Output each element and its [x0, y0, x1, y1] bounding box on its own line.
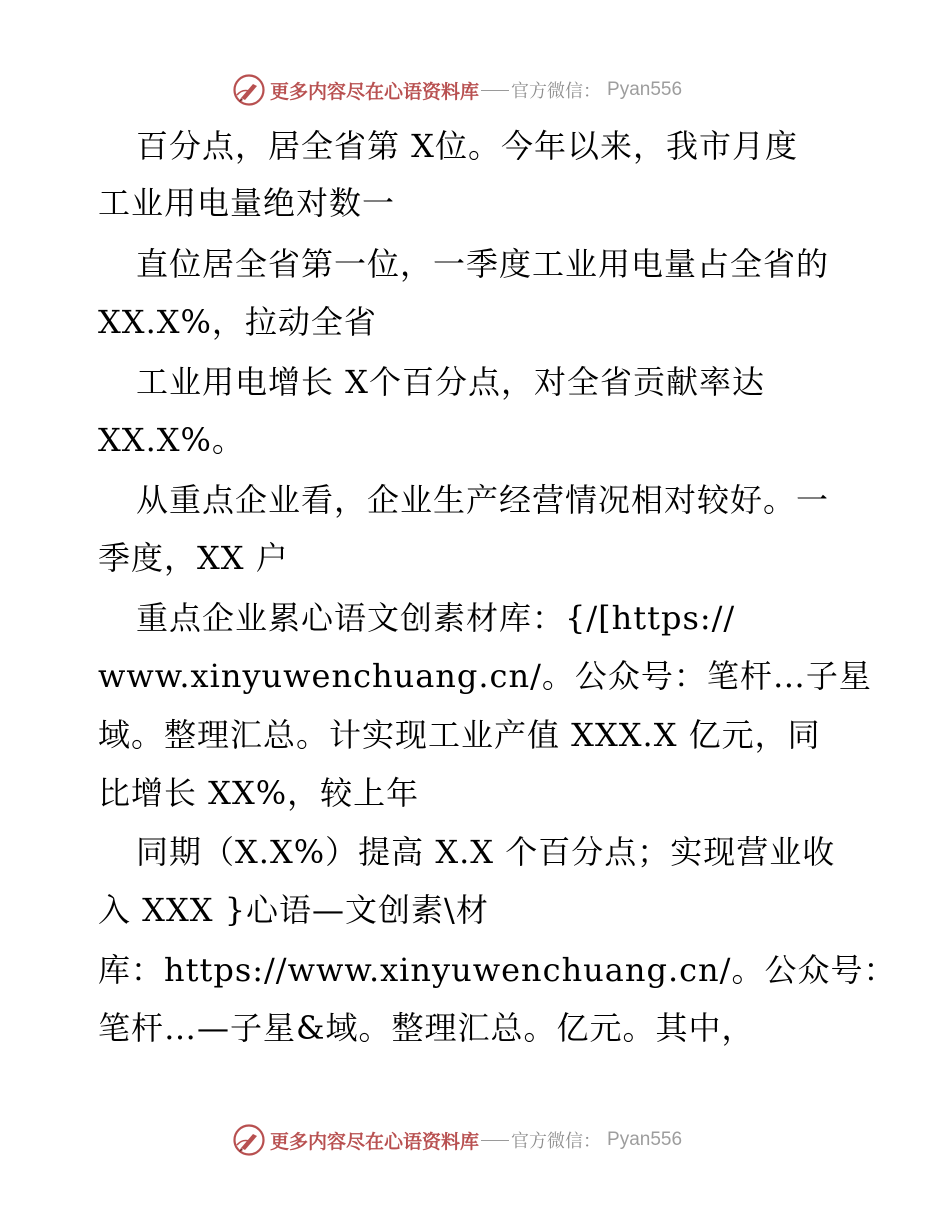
header-brand-text: 更多内容尽在心语资料库 [270, 80, 480, 103]
body-line: 直位居全省第一位，一季度工业用电量占全省的 [136, 245, 830, 283]
body-line: XX.X%，拉动全省 [98, 303, 377, 341]
header-banner [232, 70, 732, 110]
body-line: 工业用电增长 X个百分点，对全省贡献率达 [136, 363, 765, 401]
footer-dash-divider [481, 1140, 509, 1141]
body-line: 比增长 XX%，较上年 [98, 774, 420, 812]
pen-logo-icon [232, 73, 266, 107]
body-line: www.xinyuwenchuang.cn/。公众号：笔杆…子星 [98, 657, 872, 695]
footer-banner [232, 1120, 732, 1160]
footer-brand-text: 更多内容尽在心语资料库 [270, 1130, 480, 1153]
body-line: 从重点企业看，企业生产经营情况相对较好。一 [136, 481, 830, 519]
footer-official-label: 官方微信： [511, 1131, 602, 1152]
body-line: 入 XXX }心语—文创素\材 [98, 891, 489, 929]
body-line: 百分点，居全省第 X位。今年以来，我市月度 [136, 127, 798, 165]
body-line: 库：https://www.xinyuwenchuang.cn/。公众号： [98, 951, 897, 989]
body-line: 季度，XX 户 [98, 539, 289, 577]
body-line: 域。整理汇总。计实现工业产值 XXX.X 亿元，同 [98, 716, 821, 754]
body-line: XX.X%。 [98, 421, 245, 459]
pen-logo-icon [232, 1123, 266, 1157]
body-line: 同期（X.X%）提高 X.X 个百分点；实现营业收 [136, 833, 836, 871]
body-line: 笔杆…—子星&域。整理汇总。亿元。其中， [98, 1009, 755, 1047]
body-line: 重点企业累心语文创素材库：{/[https:// [136, 599, 736, 637]
footer-wechat-id: Pyan556 [607, 1129, 683, 1150]
body-line: 工业用电量绝对数一 [98, 184, 396, 222]
header-wechat-id: Pyan556 [607, 79, 683, 100]
header-official-label: 官方微信： [511, 81, 602, 102]
header-dash-divider [481, 90, 509, 91]
